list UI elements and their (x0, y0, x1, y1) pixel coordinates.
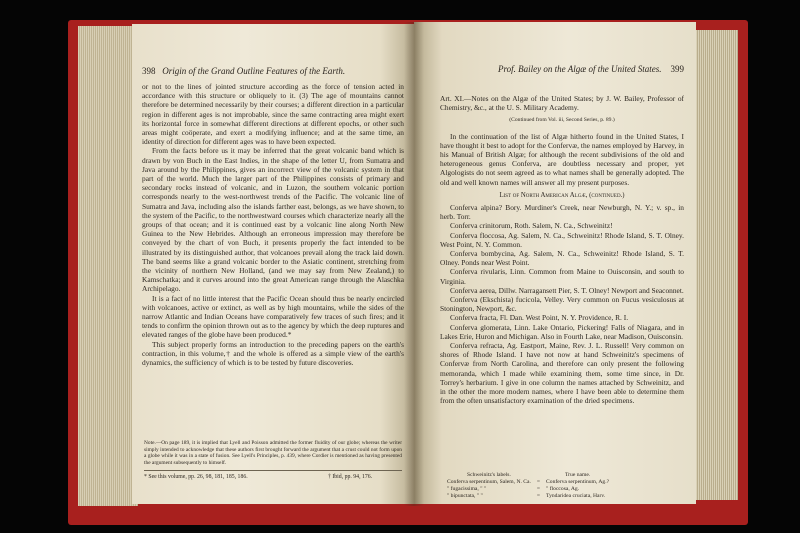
table-header-row (444, 472, 612, 479)
left-paragraph: This subject properly forms an introduction to the preceding papers on the earth's contraction, in this volume,† and the whole is offered as a simple view of the earth's dynamics, the sufficiency of which is to be tested by future discoveries. (142, 339, 404, 368)
species-entry: Conferva aerea, Dillw. Narragansett Pier, S. T. Olney! Newport and Seaconnet. (450, 285, 684, 295)
intro-paragraph: In the continuation of the list of Algæ hitherto found in the United States, I have thought it best to adopt for the Confervæ, the names employed by Harvey, in his Manual of British Algæ; for although the recent subdivisions of the old and heterogeneous genus Conferva, are doubtless necessary and proper, yet Algologists do not seem agreed as to what names shall be generally adopted. The old and well known names will answer all my present purposes. (440, 131, 684, 187)
species-entry: Conferva refracta, Ag. Eastport, Maine, Rev. J. L. Russell! Very common on shores of Rhode Island. I have not now at hand Schweinitz's specimens of Confervæ from North Carolina, and therefore can only present the following memoranda, which I made while examining them, some time since, in Dr. Torrey's herbarium. I give in one column the names attached by Schweinitz, and in the other the more modern names, where I have been able to determine them from the often unsatisfactory examination of the dried specimens. (440, 341, 684, 406)
table-row (444, 479, 612, 486)
species-entry: Conferva floccosa, Ag. Salem, N. Ca., Schweinitz! Rhode Island, S. T. Olney. West Point, N. Y. Common. (440, 230, 684, 249)
table-header: Schweinitz's labels. (467, 472, 511, 478)
table-cell: Conferva serpentinum, Salem, N. Ca. (447, 479, 531, 485)
labels-table (444, 472, 612, 500)
left-footnote-a: * See this volume, pp. 26, 98, 181, 185, 186. (144, 474, 248, 480)
list-heading: List of North American Algæ, (continued.) (499, 191, 625, 199)
table-cell: Conferva serpentinum, Ag.? (546, 479, 610, 485)
left-page (132, 24, 414, 504)
left-footnote-b: † Ibid, pp. 94, 176. (328, 474, 373, 480)
table-cell: = (536, 479, 541, 485)
species-entry: Conferva bombycina, Ag. Salem, N. Ca., Schweinitz! Rhode Island, S. T. Olney. Ponds near West Point. (440, 249, 684, 268)
left-running-head (142, 66, 345, 76)
table-cell: = (536, 486, 541, 492)
species-entry: Conferva fracta, Fl. Dan. West Point, N. Y. Providence, R. I. (450, 313, 629, 323)
species-entry: Conferva (Ekschista) fucicola, Velley. Very common on Fucus vesiculosus at Stonington, Newport, &c. (440, 295, 684, 314)
continued-note: (Continued from Vol. iii, Second Series, p. 89.) (509, 117, 615, 124)
table-cell: " fugacissima, " " (447, 486, 487, 492)
book-gutter (404, 22, 424, 506)
left-page-number: 398 (142, 66, 156, 76)
left-paragraph: or not to the lines of jointed structure according as the force of tension acted in accordance with this structure or obliquely to it. (3) The age of mountains cannot therefore be determined necessarily by their courses; a different direction in a particular region in different ages is not improbable, since the same contracting area might exert its horizontal force in somewhat different directions at different epochs, or other such areas might coöperate, and exert a modifying influence; and at the same time, an identity of direction for different ages was to have been expected. (142, 82, 404, 147)
left-body-text (142, 82, 404, 367)
right-page-number: 399 (670, 64, 684, 74)
species-entry: Conferva alpina? Bory. Murdiner's Creek, near Newburgh, N. Y.; v. sp., in herb. Torr. (440, 203, 684, 222)
table-row (444, 486, 612, 493)
article-heading: Art. XI.—Notes on the Algæ of the United States; by J. W. Bailey, Professor of Chemistry, &c., at the U. S. Military Academy. (440, 94, 684, 113)
species-entry: Conferva glomerata, Linn. Lake Ontario, Pickering! Falls of Niagara, and in Lakes Erie, Huron and Michigan. Also in Fourth Lake, near Madison, Ouisconsin. (440, 322, 684, 341)
table-header: True name. (564, 472, 591, 478)
table-cell: = (536, 493, 541, 499)
right-running-title: Prof. Bailey on the Algæ of the United States. (498, 64, 662, 74)
species-entry: Conferva rivularis, Linn. Common from Maine to Ouisconsin, and south to Virginia. (440, 267, 684, 286)
right-page (414, 22, 696, 504)
left-paragraph: It is a fact of no little interest that the Pacific Ocean should thus be nearly encircled with volcanoes, active or extinct, as well as by high mountains, while the sides of the narrow Atlantic and Indian Oceans have comparatively few traces of such fires; and it tends to confirm the opinion thrown out as to the agency by which the deep ruptures and elevated ranges of the globe have been produced.* (142, 293, 404, 340)
table-cell: " bipunctata, " " (447, 493, 483, 499)
table-cell: " floccosa, Ag. (546, 486, 580, 492)
left-paragraph: From the facts before us it may be inferred that the great volcanic band which is drawn by von Buch in the East Indies, in the shape of the letter U, from Sumatra and Java around by the Philippines, gives an incorrect view of the volcanic system in that part of the world. Much the larger part of the Philippines consists of primary and secondary rocks instead of volcanic, and in Luzon, the southern volcanic portion corresponds nearly to the west-northwest trends of the Pacific. The volcanic line of Sumatra and Java, including also the islands farther east, belongs, as we have shown, to the system of the Pacific, to the northwestward courses which characterize nearly all the groups of that ocean; and it is continued east by a volcanic line along North New Guinea to the New Hebrides. Although an erroneous impression may therefore be conveyed by the chart of von Buch, it presents properly the fact intended to be illustrated by its distinguished author, that volcanoes prevail along the track laid down. The band seems like a grand volcanic border to the Asiatic continent, stretching from the vicinity of northern New Holland, (and we may say from New Zealand,) to Kamschatka; and it curves around into the great American range through the Alaschka Archipelago. (142, 146, 404, 294)
table-cell: Tyndaridea cruciata, Harv. (546, 493, 606, 499)
footnote-rule (144, 470, 402, 471)
left-note: Note.—On page 189, it is implied that Lyell and Poisson admitted the former fluidity of our globe; whereas the writer simply intended to acknowledge that these authors first brought forward the argument that a crust could not form upon a globe while it was in a state of fusion. See Lyell's Principles, p. 439, where Cordier is mentioned as having presented the argument subsequently to himself. (144, 440, 402, 466)
species-entry: Conferva crinitorum, Roth. Salem, N. Ca., Schweinitz! (450, 221, 613, 231)
table-row (444, 493, 612, 500)
left-running-title: Origin of the Grand Outline Features of the Earth. (162, 66, 346, 76)
left-page-edges (78, 26, 138, 506)
right-running-head (498, 64, 684, 74)
right-body-text (440, 94, 684, 406)
